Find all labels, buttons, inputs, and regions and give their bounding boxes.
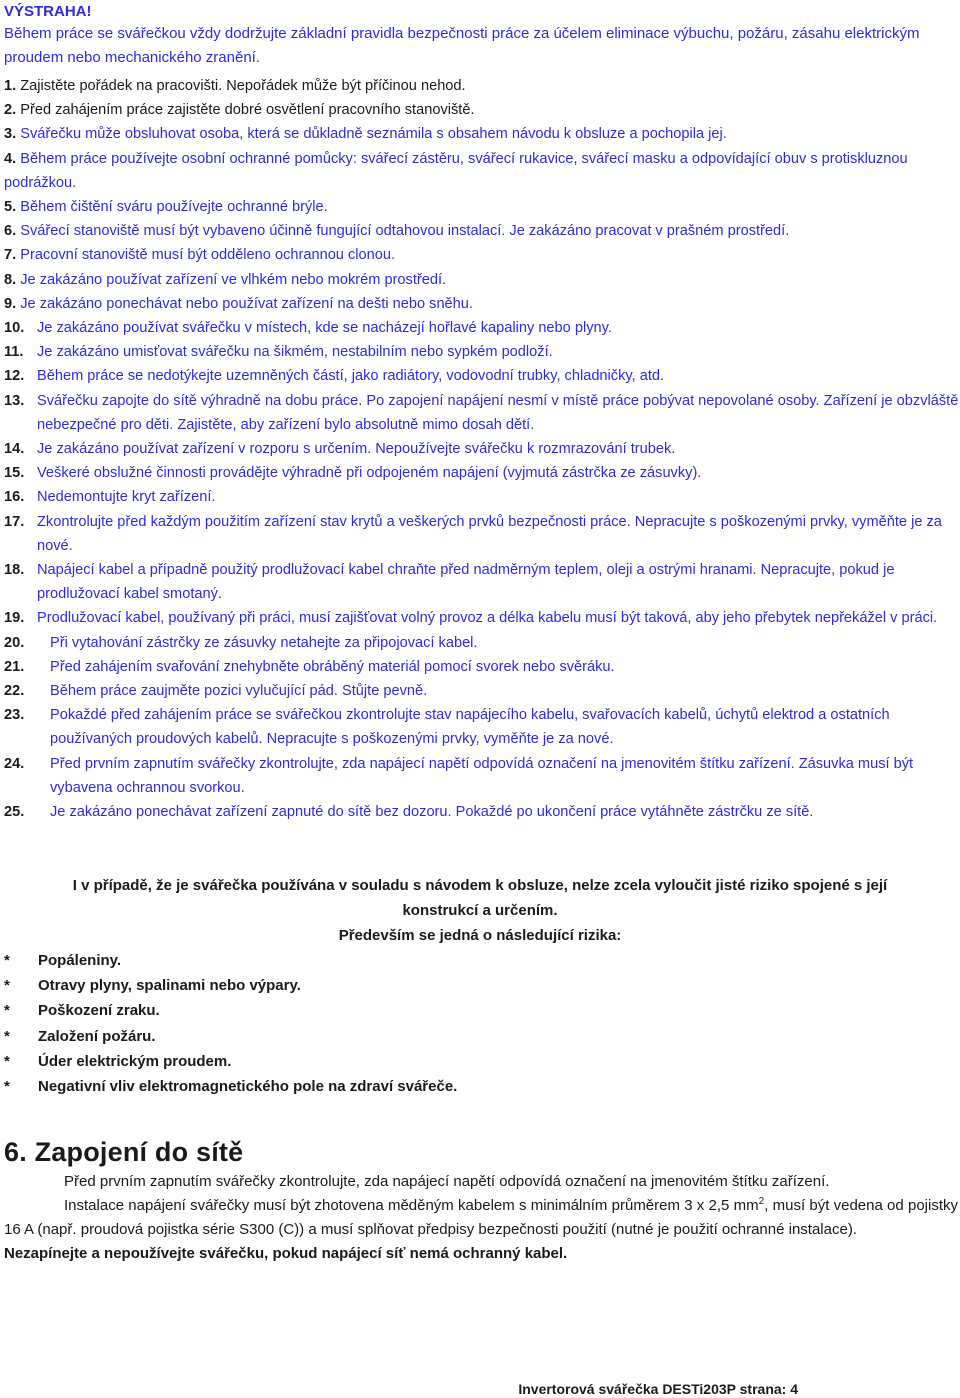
rule-text: Je zakázáno ponechávat nebo používat zařízení na dešti nebo sněhu. — [20, 295, 473, 312]
section-paragraph-2 — [4, 1194, 958, 1242]
section-warning-paragraph: Nezapínejte a nepoužívejte svářečku, pokud napájecí síť nemá ochranný kabel. — [4, 1245, 568, 1262]
asterisk-bullet: * — [4, 977, 10, 995]
rule-number: 24. — [4, 755, 25, 772]
rule-item — [4, 510, 960, 558]
risk-text: Negativní vliv elektromagnetického pole na zdraví svářeče. — [38, 1078, 458, 1096]
rule-text: Před prvním zapnutím svářečky zkontrolujte, zda napájecí napětí odpovídá označení na jmenovitém štítku zařízení. Zásuvka musí být vybavena ochrannou svorkou. — [50, 755, 914, 796]
rule-item — [4, 606, 960, 630]
rule-item — [4, 485, 960, 509]
risk-item — [4, 1049, 457, 1074]
rule-item — [4, 679, 960, 703]
rule-text: Svářečku může obsluhovat osoba, která se důkladně seznámila s obsahem návodu k obsluze a pochopila jej. — [20, 126, 727, 143]
rule-item — [4, 461, 960, 485]
safety-rules-list — [4, 74, 960, 824]
rule-item — [4, 268, 960, 292]
rule-item — [4, 364, 960, 388]
rule-number: 11. — [4, 344, 24, 361]
rule-item — [4, 389, 960, 437]
rule-item — [4, 703, 960, 751]
risk-intro-subtitle: Především se jedná o následující rizika: — [338, 927, 622, 944]
rule-text: Je zakázáno ponechávat zařízení zapnuté do sítě bez dozoru. Pokaždé po ukončení práce vytáhněte zástrčku ze sítě. — [50, 804, 814, 821]
risk-text: Popáleniny. — [38, 952, 122, 969]
rule-text: Během práce zaujměte pozici vylučující pád. Stůjte pevně. — [50, 683, 428, 700]
rule-number: 20. — [4, 634, 25, 651]
rule-number: 23. — [4, 707, 25, 724]
rule-number: 22. — [4, 683, 25, 700]
rule-text: Je zakázáno používat zařízení ve vlhkém nebo mokrém prostředí. — [20, 271, 447, 288]
asterisk-bullet: * — [4, 1027, 10, 1045]
rule-number: 9. — [4, 295, 17, 312]
rule-item — [4, 195, 960, 219]
rule-item — [4, 437, 960, 461]
section-body — [4, 1170, 958, 1266]
section-title: 6. Zapojení do sítě — [4, 1137, 244, 1167]
rule-item — [4, 147, 960, 195]
rule-number: 25. — [4, 804, 25, 821]
rule-item — [4, 655, 960, 679]
rule-number: 10. — [4, 320, 25, 337]
rule-number: 1. — [4, 78, 17, 94]
rule-text: Před zahájením práce zajistěte dobré osvětlení pracovního stanoviště. — [20, 102, 475, 119]
rule-number: 7. — [4, 247, 17, 264]
section-paragraph-2-text-b: , musí být vedena od pojistky 16 A (např. proudová pojistka série S300 (C)) a musí splňovat předpisy bezpečnosti použití (nutné je použití ochranné instalace). — [4, 1197, 958, 1238]
rule-number: 17. — [4, 513, 25, 530]
rule-number: 14. — [4, 441, 25, 458]
rule-item — [4, 219, 960, 243]
rule-number: 21. — [4, 658, 25, 675]
rule-text: Zkontrolujte před každým použitím zařízení stav krytů a veškerých prvků bezpečnosti práce. Nepracujte s poškozenými prvky, vyměňte je za nové. — [37, 513, 942, 554]
risk-item — [4, 1024, 457, 1049]
rule-text: Nedemontujte kryt zařízení. — [37, 489, 216, 506]
rule-text: Veškeré obslužné činnosti provádějte výhradně při odpojeném napájení (vyjmutá zástrčka ze zásuvky). — [37, 465, 702, 482]
rule-text: Svářečku zapojte do sítě výhradně na dobu práce. Po zapojení napájení nesmí v místě práce pobývat nepovolané osoby. Zařízení je obzvláště nebezpečné pro děti. Zajistěte, aby zařízení bylo absolutně mimo dosah dětí. — [37, 392, 959, 433]
rule-text: Při vytahování zástrčky ze zásuvky netahejte za připojovací kabel. — [50, 634, 478, 651]
rule-item — [4, 122, 960, 146]
rule-number: 15. — [4, 465, 25, 482]
rule-number: 4. — [4, 150, 17, 167]
rule-number: 19. — [4, 610, 25, 627]
warning-title: VÝSTRAHA! — [4, 3, 92, 20]
rule-text: Během práce používejte osobní ochranné pomůcky: svářecí zástěru, svářecí rukavice, svářecí masku a odpovídající obuv s protiskluznou podrážkou. — [4, 150, 908, 191]
rule-item — [4, 98, 960, 122]
risk-item — [4, 948, 457, 973]
risk-list — [4, 948, 457, 1099]
superscript: 2 — [758, 1196, 765, 1207]
risk-text: Otravy plyny, spalinami nebo výpary. — [38, 977, 301, 995]
rule-text: Je zakázáno používat zařízení v rozporu s určením. Nepoužívejte svářečku k rozmrazování trubek. — [37, 441, 676, 458]
asterisk-bullet: * — [4, 1078, 10, 1096]
rule-item — [4, 316, 960, 340]
rule-number: 5. — [4, 199, 17, 216]
rule-text: Před zahájením svařování znehybněte obráběný materiál pomocí svorek nebo svěráku. — [50, 658, 615, 675]
rule-text: Je zakázáno umisťovat svářečku na šikmém, nestabilním nebo sypkém podloží. — [37, 344, 553, 361]
rule-number: 2. — [4, 102, 17, 119]
rule-item — [4, 631, 960, 655]
rule-item — [4, 800, 960, 824]
rule-number: 16. — [4, 489, 25, 506]
rule-item — [4, 558, 960, 606]
page-footer: Invertorová svářečka DESTi203P strana: 4 — [518, 1381, 798, 1397]
risk-item — [4, 1074, 457, 1099]
rule-number: 8. — [4, 271, 17, 288]
risk-item — [4, 998, 457, 1023]
rule-text: Během práce se nedotýkejte uzemněných částí, jako radiátory, vodovodní trubky, chladničky, atd. — [37, 368, 665, 385]
asterisk-bullet: * — [4, 1052, 10, 1070]
asterisk-bullet: * — [4, 1002, 10, 1020]
risk-text: Založení požáru. — [38, 1027, 156, 1045]
risk-intro-text: I v případě, že je svářečka používána v souladu s návodem k obsluze, nelze zcela vyloučit jisté riziko spojené s její konstrukcí a určením. — [72, 877, 888, 919]
rule-item — [4, 74, 960, 98]
rule-item — [4, 340, 960, 364]
rule-item — [4, 752, 960, 800]
rule-text: Pracovní stanoviště musí být odděleno ochrannou clonou. — [20, 247, 396, 264]
rule-text: Napájecí kabel a případně použitý prodlužovací kabel chraňte před nadměrným teplem, oleji a ostrými hranami. Nepracujte, pokud je prodlužovací kabel smotaný. — [37, 562, 895, 603]
section-paragraph-1: Před prvním zapnutím svářečky zkontrolujte, zda napájecí napětí odpovídá označení na jmenovitém štítku zařízení. — [64, 1173, 830, 1190]
rule-number: 18. — [4, 562, 25, 579]
rule-text: Pokaždé před zahájením práce se svářečkou zkontrolujte stav napájecího kabelu, svařovacích kabelů, úchytů elektrod a ostatních používaných proudových kabelů. Nepracujte s poškozenými prvky, vyměňte je za nové. — [50, 707, 890, 748]
rule-number: 12. — [4, 368, 25, 385]
rule-number: 3. — [4, 126, 17, 143]
warning-intro: Během práce se svářečkou vždy dodržujte základní pravidla bezpečnosti práce za účelem eliminace výbuchu, požáru, zásahu elektrickým proudem nebo mechanického zranění. — [4, 25, 920, 66]
rule-item — [4, 292, 960, 316]
rule-item — [4, 243, 960, 267]
asterisk-bullet: * — [4, 952, 10, 969]
risk-item — [4, 973, 457, 998]
risk-text: Poškození zraku. — [38, 1002, 160, 1020]
rule-text: Během čištění sváru používejte ochranné brýle. — [20, 199, 328, 216]
rule-text: Zajistěte pořádek na pracovišti. Nepořádek může být příčinou nehod. — [20, 78, 466, 94]
rule-text: Svářecí stanoviště musí být vybaveno účinně fungující odtahovou instalací. Je zakázáno pracovat v prašném prostředí. — [20, 223, 790, 240]
rule-number: 6. — [4, 223, 17, 240]
risk-intro — [40, 873, 920, 948]
section-paragraph-2-text-a: Instalace napájení svářečky musí být zhotovena měděným kabelem s minimálním průměrem 3 x 2,5 mm — [64, 1197, 759, 1214]
rule-text: Je zakázáno používat svářečku v místech, kde se nacházejí hořlavé kapaliny nebo plyny. — [37, 320, 612, 337]
risk-text: Úder elektrickým proudem. — [38, 1052, 232, 1070]
rule-text: Prodlužovací kabel, používaný při práci, musí zajišťovat volný provoz a délka kabelu musí být taková, aby jeho přebytek nepřekážel v práci. — [37, 610, 938, 627]
rule-number: 13. — [4, 392, 25, 409]
